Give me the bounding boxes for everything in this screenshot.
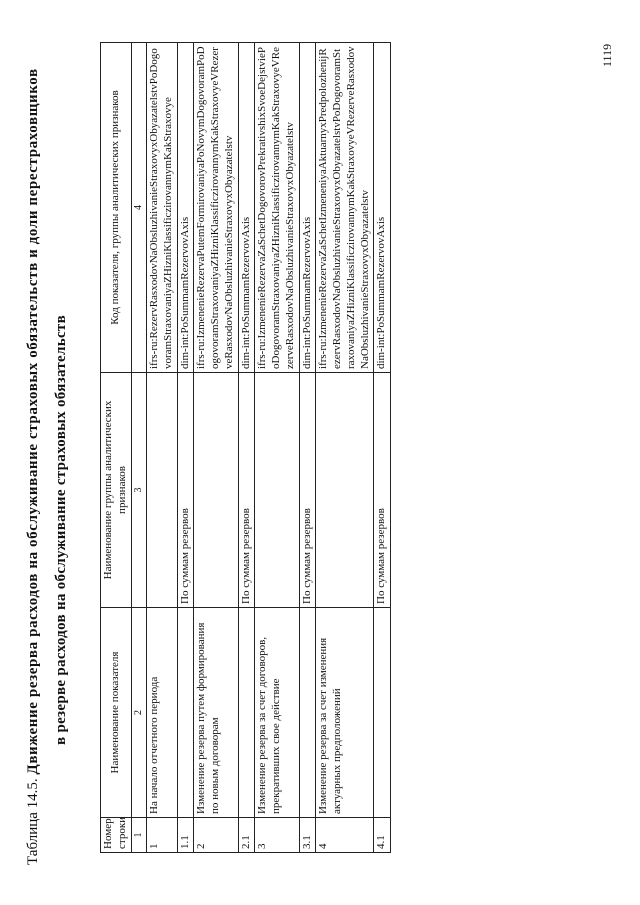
group-name: По суммам резервов <box>299 373 316 608</box>
group-name <box>316 373 374 608</box>
row-number: 4.1 <box>374 818 391 853</box>
column-number-row <box>131 43 147 853</box>
indicator-name: Изменение резерва за счет договоров, прекративших свое действие <box>255 608 299 818</box>
indicator-code: dim-int:PoSummamRezervovAxis <box>374 43 391 373</box>
table-row <box>177 43 194 853</box>
group-name <box>194 373 238 608</box>
table-subtitle: в резерве расходов на обслуживание страховых обязательств <box>53 315 69 745</box>
table-row <box>255 43 299 853</box>
group-name: По суммам резервов <box>238 373 255 608</box>
row-number: 2 <box>194 818 238 853</box>
group-name <box>255 373 299 608</box>
header-group-name: Наименование группы аналитических признаков <box>101 373 132 608</box>
column-number: 4 <box>131 43 147 373</box>
indicator-name: Изменение резерва путем формирования по новым договорам <box>194 608 238 818</box>
indicator-code: ifrs-ru:IzmenenieRezervaPutemFormirovaniyaPoNovymDogovoramPoDogovoramStraxovaniyaZHizniKlassificzirovannymKakStraxovyeVRezerveRasxodovNaObsluzhivanieStraxovyxObyazatelstv <box>194 43 238 373</box>
table-row <box>316 43 374 853</box>
column-number: 3 <box>131 373 147 608</box>
indicator-code: dim-int:PoSummamRezervovAxis <box>177 43 194 373</box>
indicator-code: ifrs-ru:IzmenenieRezervaZaSchetDogovorovPrekrativshixSvoeDejstviePoDogovoramStraxovaniyaZHizniKlassificzirovannymKakStraxovyeVRezerveRasxodovNaObsluzhivanieStraxovyxObyazatelstv <box>255 43 299 373</box>
row-number: 3 <box>255 818 299 853</box>
page-number: 1119 <box>600 43 614 67</box>
row-number: 1.1 <box>177 818 194 853</box>
table-title-bold: Движение резерва расходов на обслуживание страховых обязательств и доли перестраховщиков <box>25 68 41 775</box>
header-code: Код показателя, группы аналитических признаков <box>101 43 132 373</box>
column-number: 1 <box>131 818 147 853</box>
indicator-code: ifrs-ru:RezervRasxodovNaObsluzhivanieStraxovyxObyazatelstvPoDogovoramStraxovaniyaZHizniKlassificzirovannymKakStraxovye <box>147 43 178 373</box>
table-title <box>25 45 42 865</box>
table-title-prefix: Таблица 14.5. <box>25 778 41 865</box>
indicator-name <box>299 608 316 818</box>
table-row <box>194 43 238 853</box>
row-number: 4 <box>316 818 374 853</box>
header-row-number: Номер строки <box>101 818 132 853</box>
indicator-name <box>177 608 194 818</box>
table-row <box>238 43 255 853</box>
group-name: По суммам резервов <box>374 373 391 608</box>
indicator-name <box>374 608 391 818</box>
indicator-name: На начало отчетного периода <box>147 608 178 818</box>
row-number: 1 <box>147 818 178 853</box>
indicator-code: dim-int:PoSummamRezervovAxis <box>238 43 255 373</box>
group-name: По суммам резервов <box>177 373 194 608</box>
group-name <box>147 373 178 608</box>
table-row <box>374 43 391 853</box>
data-table <box>100 42 391 853</box>
column-number: 2 <box>131 608 147 818</box>
table-row <box>299 43 316 853</box>
indicator-name <box>238 608 255 818</box>
row-number: 3.1 <box>299 818 316 853</box>
indicator-name: Изменение резерва за счет изменения актуарных предположений <box>316 608 374 818</box>
table-header-row <box>101 43 132 853</box>
indicator-code: ifrs-ru:IzmenenieRezervaZaSchetIzmeneniyaAktuarnyxPredpolozhenijRezervRasxodovNaObsluzhivanieStraxovyxObyazatelstvPoDogovoramStraxovaniyaZHizniKlassificzirovannymKakStraxovyeVRezerveRasxodovNaObsluzhivanieStraxovyxObyazatelstv <box>316 43 374 373</box>
header-indicator-name: Наименование показателя <box>101 608 132 818</box>
indicator-code: dim-int:PoSummamRezervovAxis <box>299 43 316 373</box>
table-row <box>147 43 178 853</box>
row-number: 2.1 <box>238 818 255 853</box>
